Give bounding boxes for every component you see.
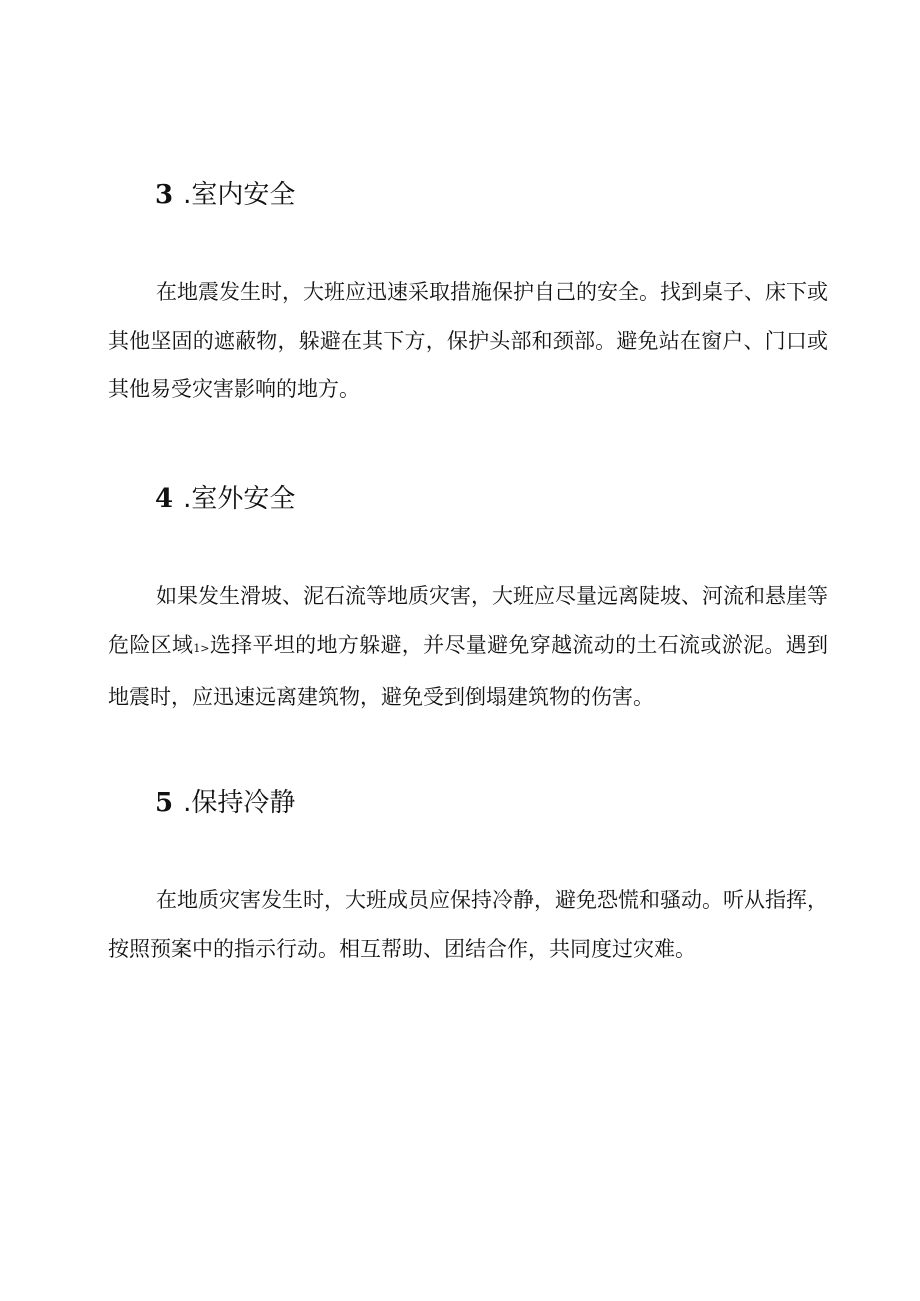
section-title: .保持冷静	[183, 788, 296, 818]
section-number: 3	[155, 180, 174, 210]
section-body-indoor-safety: 在地震发生时，大班应迅速采取措施保护自己的安全。找到桌子、床下或其他坚固的遮蔽物，躲避在其下方，保护头部和颈部。避免站在窗户、门口或其他易受灾害影响的地方。	[108, 280, 828, 401]
section-body-outdoor-safety	[108, 572, 828, 722]
section-title: .室外安全	[183, 484, 296, 514]
body-text-after-mark: 选择平坦的地方躲避，并尽量避免穿越流动的土石流或淤泥。遇到地震时，应迅速远离建筑物，避免受到倒塌建筑物的伤害。	[108, 632, 829, 709]
inline-mark: 1>	[193, 641, 210, 655]
body-text-before-mark: 如果发生滑坡、泥石流等地质灾害，大班应尽量远离陡坡、河流和悬崖等危险区域	[108, 584, 828, 657]
section-number: 4	[155, 484, 174, 514]
section-body-stay-calm: 在地质灾害发生时，大班成员应保持冷静，避免恐慌和骚动。听从指挥，按照预案中的指示行动。相互帮助、团结合作，共同度过灾难。	[108, 888, 828, 961]
section-heading-outdoor-safety	[155, 482, 295, 516]
section-number: 5	[155, 788, 174, 818]
section-heading-indoor-safety	[155, 178, 295, 212]
section-heading-stay-calm	[155, 786, 295, 820]
section-title: .室内安全	[183, 180, 296, 210]
